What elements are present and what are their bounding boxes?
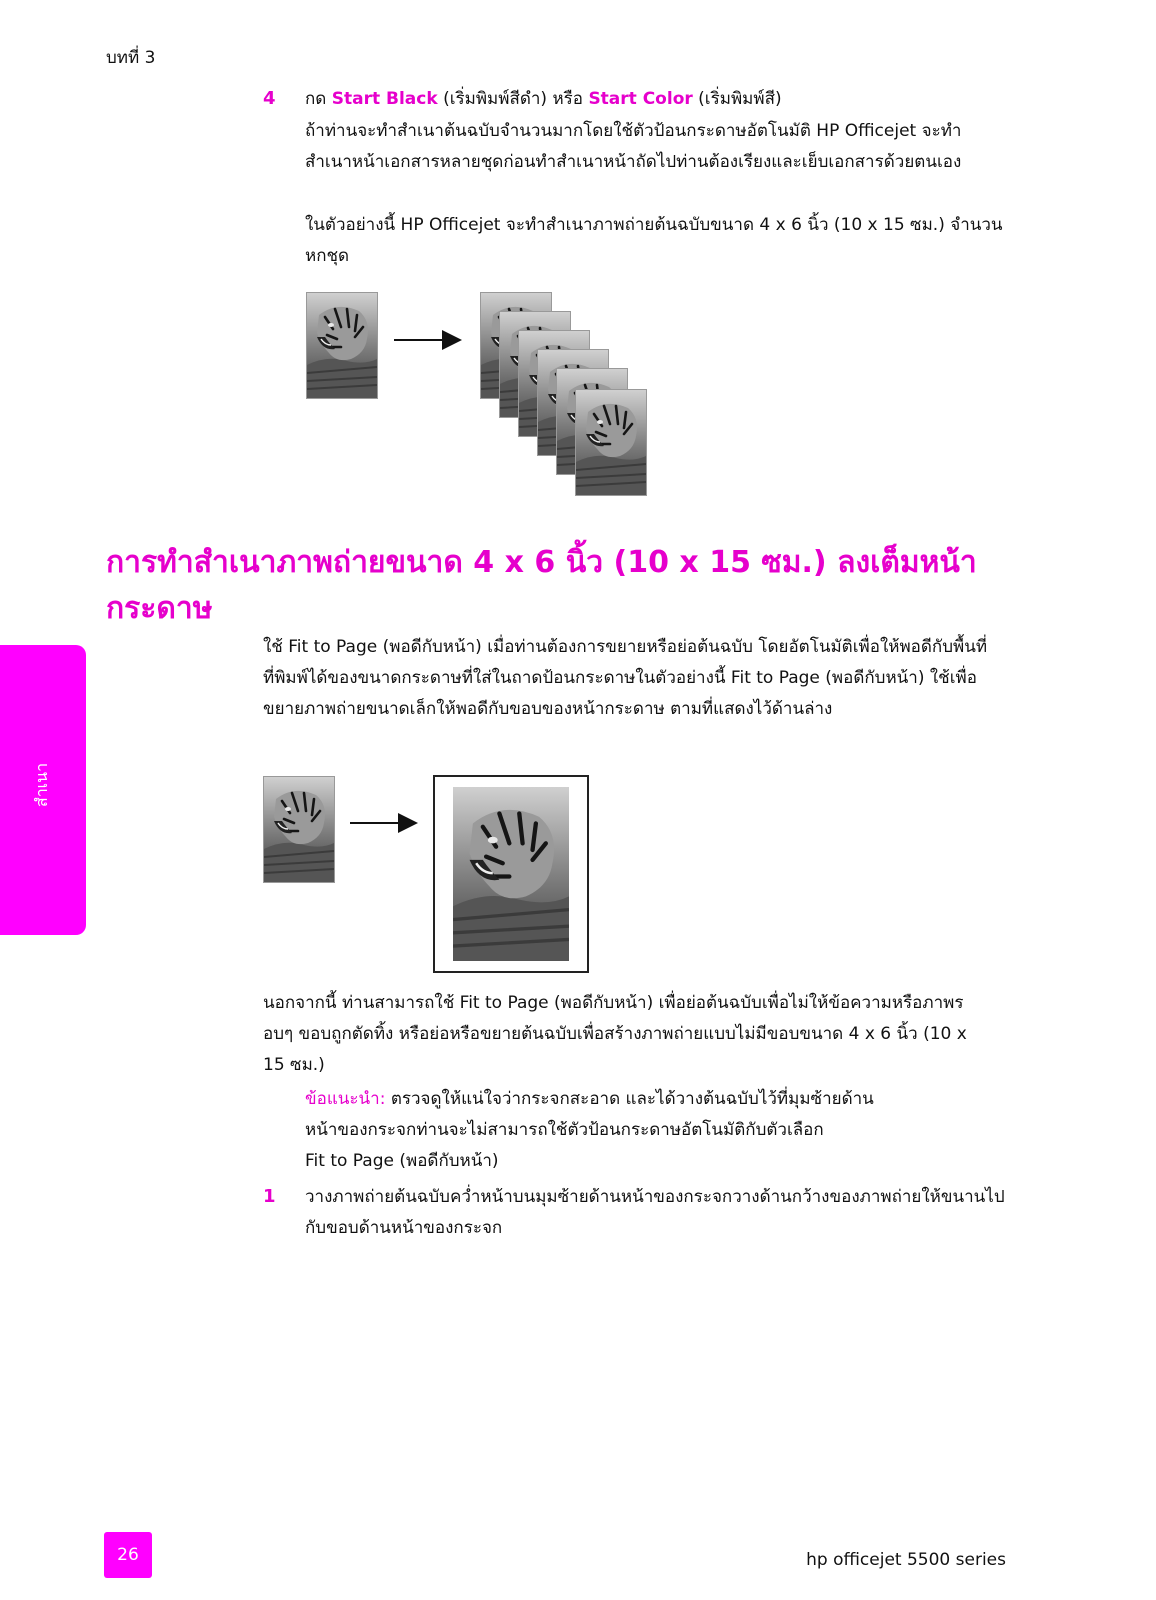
side-tab-label: สำเนา [31,762,51,808]
page-number: 26 [104,1532,152,1578]
tip-label: ข้อแนะนำ: [305,1089,386,1109]
step-4-number: 4 [263,88,276,109]
fit-to-page-intro: ใช้ Fit to Page (พอดีกับหน้า) เมื่อท่านต้องการขยายหรือย่อต้นฉบับ โดยอัตโนมัติเพื่อให้พอดีกับพื้นที่ที่พิมพ์ได้ของขนาดกระดาษที่ใส่ในถาดป้อนกระดาษในตัวอย่างนี้ Fit to Page (พอดีกับหน้า) ใช้เพื่อขยายภาพถ่ายขนาดเล็กให้พอดีกับขอบของหน้ากระดาษ ตามที่แสดงไว้ด้านล่าง [263,637,988,719]
small-photo-image [263,776,335,883]
step-1-text: วางภาพถ่ายต้นฉบับคว่ำหน้าบนมุมซ้ายด้านหน้าของกระจกวางด้านกว้างของภาพถ่ายให้ขนานไปกับขอบด้านหน้าของกระจก [305,1187,1005,1238]
chapter-label: บทที่ 3 [106,48,156,68]
step-4-paragraph-1: ถ้าท่านจะทำสำเนาต้นฉบับจำนวนมากโดยใช้ตัวป้อนกระดาษอัตโนมัติ HP Officejet จะทำสำเนาหน้าเอกสารหลายชุดก่อนทำสำเนาหน้าถัดไปท่านต้องเรียงและเย็บเอกสารด้วยตนเอง [305,121,962,172]
copy-photo-image [575,389,647,496]
start-black-label: Start Black [331,89,438,109]
step-4-post: (เริ่มพิมพ์สี) [692,89,782,109]
footer-product: hp officejet 5500 series [806,1550,1006,1570]
fit-to-page-paragraph: นอกจากนี้ ท่านสามารถใช้ Fit to Page (พอดีกับหน้า) เพื่อย่อต้นฉบับเพื่อไม่ให้ข้อความหรือภาพรอบๆ ขอบถูกตัดทิ้ง หรือย่อหรือขยายต้นฉบับเพื่อสร้างภาพถ่ายแบบไม่มีขอบขนาด 4 x 6 นิ้ว (10 x 15 ซม.) [263,993,967,1075]
tip-tail: Fit to Page (พอดีกับหน้า) [305,1151,499,1171]
page-frame [433,775,589,973]
step-4-mid: (เริ่มพิมพ์สีดำ) หรือ [437,89,589,109]
step-4-pre: กด [305,89,332,109]
arrow-icon [348,813,428,833]
step-4-line1 [305,84,1005,115]
section-heading: การทำสำเนาภาพถ่ายขนาด 4 x 6 นิ้ว (10 x 15 ซม.) ลงเต็มหน้ากระดาษ [106,545,977,626]
step-4-paragraph-2: ในตัวอย่างนี้ HP Officejet จะทำสำเนาภาพถ่ายต้นฉบับขนาด 4 x 6 นิ้ว (10 x 15 ซม.) จำนวนหกชุด [305,215,1003,266]
start-color-label: Start Color [588,89,693,109]
copies-stack-image [480,292,650,502]
side-tab [0,645,86,935]
arrow-icon [392,330,472,350]
step-1-number: 1 [263,1186,276,1207]
original-photo-image [306,292,378,399]
tip-block [305,1084,905,1146]
tip-text: ตรวจดูให้แน่ใจว่ากระจกสะอาด และได้วางต้นฉบับไว้ที่มุมซ้ายด้านหน้าของกระจกท่านจะไม่สามารถใช้ตัวป้อนกระดาษอัตโนมัติกับตัวเลือก [305,1089,874,1140]
enlarged-photo-image [453,787,569,961]
